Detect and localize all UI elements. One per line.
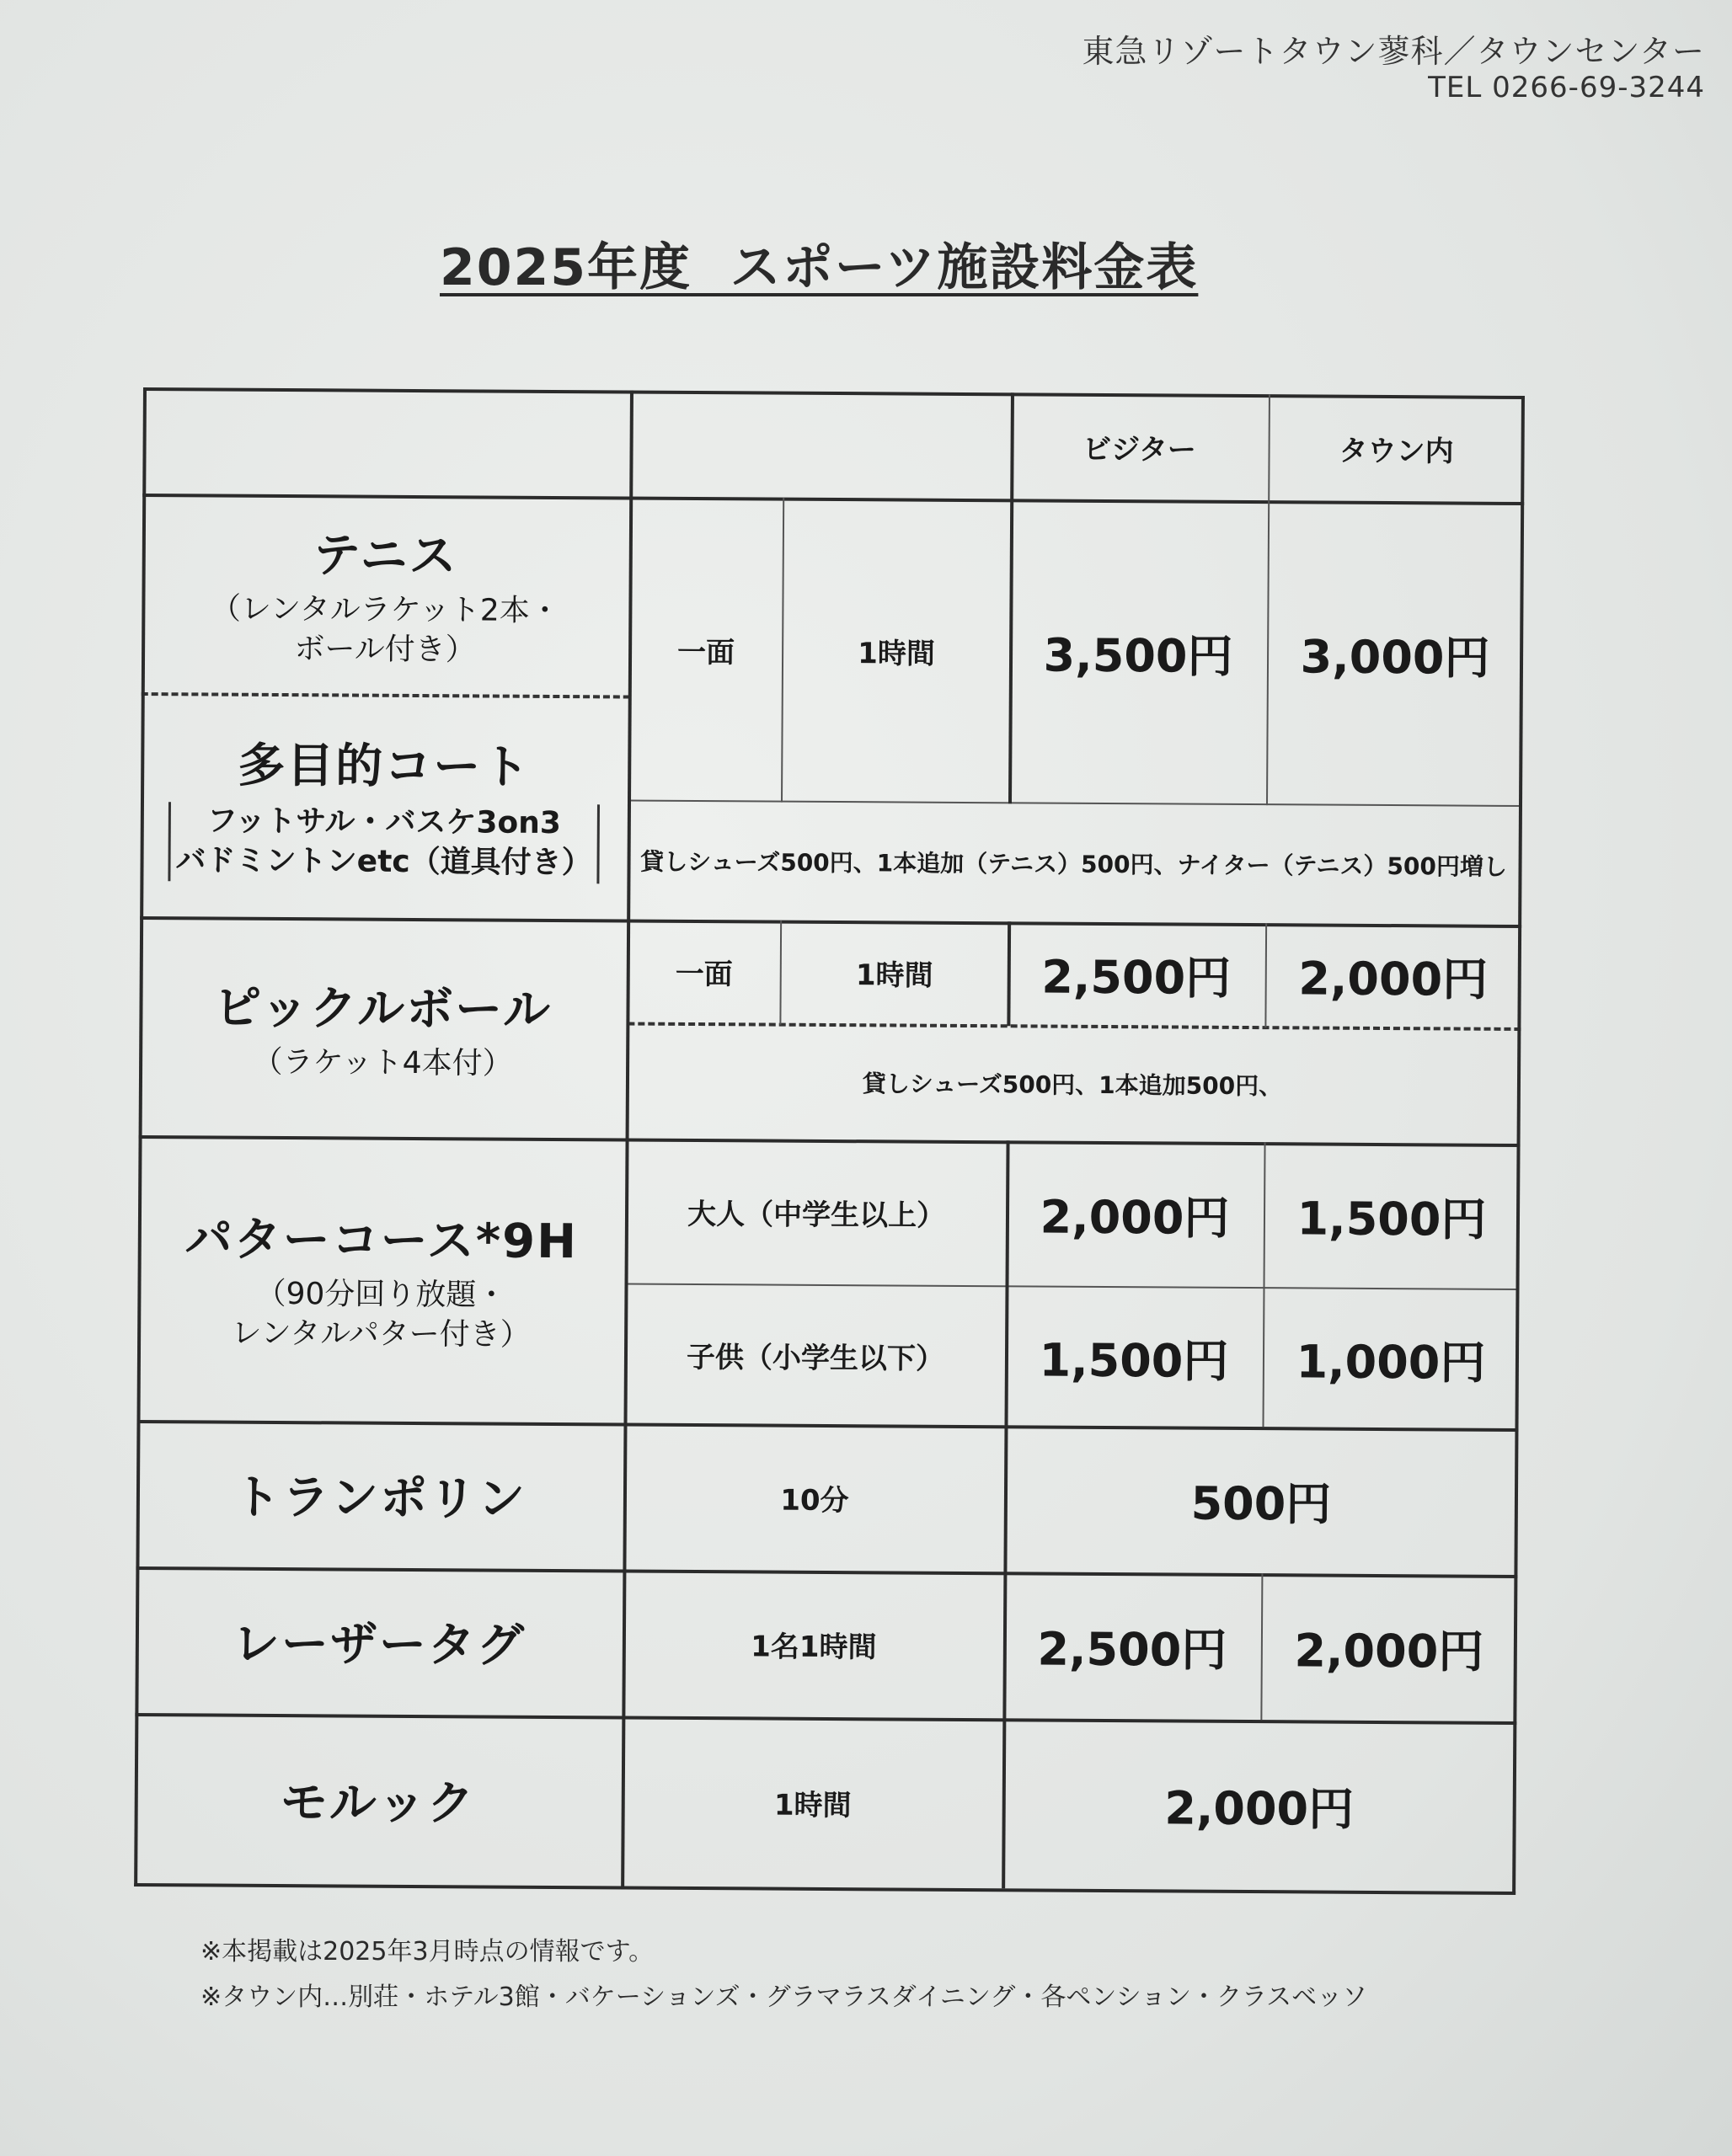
putter-child-visitor-price: 1,500円 (1039, 1333, 1229, 1388)
tennis-unit-cell: 一面 (676, 635, 735, 670)
trampoline-price: 500円 (1190, 1476, 1332, 1531)
pickleball-name-cell (139, 916, 628, 1139)
pickleball-unit-cell: 一面 (675, 957, 733, 991)
tennis-sub2: ボール付き） (294, 632, 476, 668)
column-header-visitor: ビジター (1082, 432, 1197, 467)
putter-adult-town-price: 1,500円 (1296, 1191, 1487, 1246)
putter-name: パターコース*9H (184, 1212, 579, 1270)
footnote-town-definition: ※タウン内…別荘・ホテル3館・バケーションズ・グラマラスダイニング・各ペンション・クラスベッソ (200, 1983, 1368, 2012)
putter-name-cell (137, 1135, 626, 1423)
molkky-duration-cell: 1時間 (773, 1788, 852, 1822)
putter-child-label-cell: 子供（小学生以下） (686, 1340, 945, 1376)
multi-court-sub1: フットサル・バスケ3on3 (206, 803, 562, 841)
pickleball-duration-cell: 1時間 (855, 958, 933, 993)
page-title: 2025年度 スポーツ施設料金表 (440, 238, 1199, 297)
pickleball-note-cell: 貸しシューズ500円、1本追加500円、 (862, 1070, 1283, 1101)
tennis-name-cell (142, 494, 629, 696)
putter-sub1: （90分回り放題・ (255, 1277, 507, 1313)
phone-number: TEL 0266-69-3244 (1428, 71, 1705, 104)
pickleball-visitor-price: 2,500円 (1041, 950, 1232, 1005)
multi-court-sub2: バドミントンetc（道具付き） (175, 843, 592, 881)
laser-tag-town-price: 2,000円 (1294, 1623, 1484, 1678)
trampoline-duration-cell: 10分 (780, 1483, 849, 1518)
putter-adult-label-cell: 大人（中学生以上） (687, 1197, 946, 1233)
pickleball-town-price: 2,000円 (1298, 951, 1489, 1006)
trampoline-name-cell (136, 1420, 623, 1570)
tennis-duration-cell: 1時間 (858, 636, 936, 671)
tennis-name: テニス (313, 528, 458, 584)
tennis-visitor-price: 3,500円 (1043, 628, 1233, 683)
multi-court-name-cell (140, 692, 628, 920)
putter-adult-visitor-price: 2,000円 (1040, 1190, 1230, 1245)
laser-tag-name-cell (135, 1566, 623, 1716)
tennis-note-cell: 貸しシューズ500円、1本追加（テニス）500円、ナイター（テニス）500円増し (640, 847, 1507, 881)
footnote-info-date: ※本掲載は2025年3月時点の情報です。 (200, 1937, 655, 1967)
tennis-sub1: （レンタルラケット2本・ (210, 591, 560, 629)
putter-child-town-price: 1,000円 (1296, 1334, 1486, 1390)
pickleball-sub: （ラケット4本付） (252, 1044, 513, 1081)
multi-court-bracket (168, 802, 600, 883)
trampoline-name: トランポリン (233, 1470, 527, 1527)
multi-court-name: 多目的コート (238, 738, 532, 796)
putter-sub2: レンタルパター付き） (231, 1315, 531, 1353)
molkky-name-cell (134, 1713, 622, 1886)
tennis-town-price: 3,000円 (1300, 629, 1490, 685)
molkky-name: モルック (280, 1775, 476, 1832)
price-table (134, 387, 1525, 1895)
molkky-price: 2,000円 (1164, 1780, 1355, 1836)
laser-tag-visitor-price: 2,500円 (1037, 1622, 1227, 1677)
laser-tag-duration-cell: 1名1時間 (751, 1629, 877, 1664)
pickleball-name: ピックルボール (213, 980, 553, 1038)
organization-name: 東急リゾートタウン蓼科／タウンセンター (1082, 33, 1705, 70)
column-header-town: タウン内 (1339, 434, 1454, 469)
laser-tag-name: レーザータグ (232, 1616, 527, 1673)
